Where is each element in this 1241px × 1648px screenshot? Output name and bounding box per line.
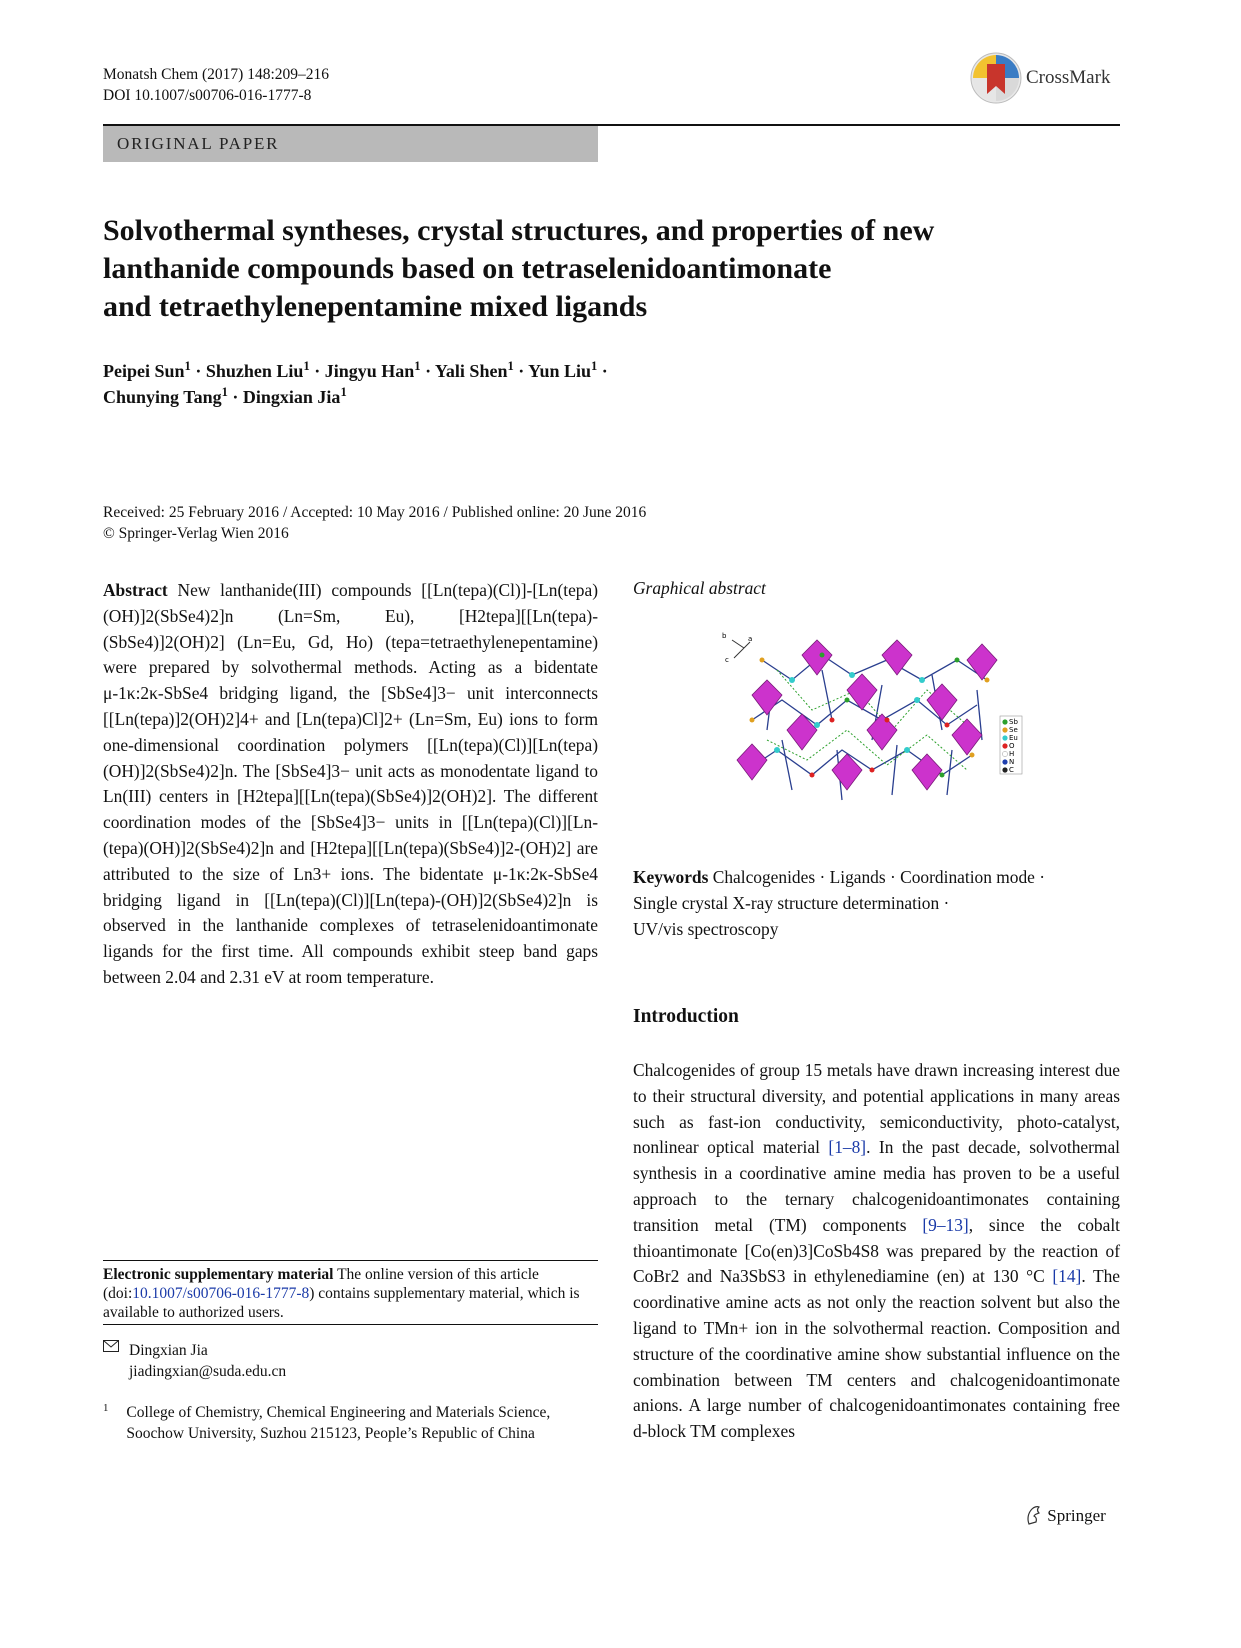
- separator: ·: [195, 361, 202, 381]
- keyword: UV/vis spectroscopy: [633, 918, 779, 939]
- sbse4-polyhedra: [737, 640, 997, 790]
- legend-label: Sb: [1009, 718, 1018, 726]
- graphical-abstract-label: Graphical abstract: [633, 578, 766, 598]
- citation-link[interactable]: [14]: [1052, 1266, 1082, 1287]
- supplementary-note: [103, 1265, 598, 1322]
- separator: ·: [232, 387, 239, 407]
- accepted-date: Accepted: 10 May 2016: [290, 504, 440, 521]
- author: Dingxian Jia: [242, 387, 341, 407]
- introduction-heading: Introduction: [633, 1006, 739, 1027]
- crossmark-icon: [970, 52, 1022, 104]
- legend-label: O: [1009, 742, 1015, 750]
- keyword: Single crystal X-ray structure determination: [633, 892, 940, 913]
- separator: ·: [314, 361, 321, 381]
- axis-c: c: [725, 656, 729, 664]
- affiliation-mark: 1: [103, 1402, 109, 1414]
- author: Jingyu Han: [324, 361, 415, 381]
- footnote-rule: [103, 1260, 598, 1261]
- affiliation-text: College of Chemistry, Chemical Engineering and Materials Science, Soochow University, Suzhou 215123, People’s Republic of China: [126, 1404, 551, 1442]
- abstract: [103, 578, 598, 991]
- contact-email[interactable]: jiadingxian@suda.edu.cn: [129, 1363, 287, 1380]
- keyword: Ligands: [829, 867, 886, 887]
- graphical-abstract-image: [722, 630, 1032, 815]
- esm-text: ) contains supplementary material, which is available to authorized users.: [103, 1285, 580, 1321]
- affil-mark: 1: [340, 385, 347, 399]
- separator: ·: [425, 361, 432, 381]
- element-legend: [1000, 716, 1022, 774]
- envelope-icon: [103, 1340, 119, 1352]
- title-line: and tetraethylenepentamine mixed ligands: [103, 290, 648, 323]
- citation-link[interactable]: [9–13]: [922, 1214, 969, 1235]
- doi: DOI 10.1007/s00706-016-1777-8: [103, 87, 312, 104]
- article-type-label: ORIGINAL PAPER: [117, 134, 280, 153]
- axis-a: a: [748, 635, 753, 643]
- affil-mark: 1: [507, 359, 514, 373]
- publisher-logo: [1025, 1505, 1106, 1526]
- separator: ·: [601, 361, 608, 381]
- citation-link[interactable]: [1–8]: [828, 1137, 867, 1158]
- author: Shuzhen Liu: [205, 361, 304, 381]
- esm-text: The online version of this article (doi:: [103, 1266, 539, 1302]
- published-date: Published online: 20 June 2016: [451, 504, 647, 521]
- publisher-name: Springer: [1047, 1506, 1106, 1525]
- abstract-body: New lanthanide(III) compounds [[Ln(tepa)(Cl)]-[Ln(tepa)(OH)]2(SbSe4)2]n (Ln=Sm, Eu), [H2tepa][[Ln(tepa)-(SbSe4)]2(OH)2] (Ln=Eu, Gd, Ho) (tepa=tetraethylenepentamine) were prepared by solvothermal methods. Acting as a bidentate μ-1κ:2κ-SbSe4 bridging ligand, the [SbSe4]3− unit interconnects [[Ln(tepa)]2(OH)2]4+ and [Ln(tepa)Cl]2+ (Ln=Sm, Eu) ions to form one-dimensional coordination polymers [[Ln(tepa)(Cl)][Ln(tepa)(OH)]2(SbSe4)2]n. The [SbSe4]3− unit acts as monodentate ligand to Ln(III) centers in [H2tepa][[Ln(tepa)(SbSe4)]2(OH)2]. The different coordination modes of the [SbSe4]3− units in [[Ln(tepa)(Cl)][Ln-(tepa)(OH)]2(SbSe4)2]n and [H2tepa][[Ln(tepa)(SbSe4)]2-(OH)2] are attributed to the size of Ln3+ ions. The bidentate μ-1κ:2κ-SbSe4 bridging ligand in [[Ln(tepa)(Cl)][Ln(tepa)-(OH)]2(SbSe4)2]n is observed in the lanthanide complexes of tetraselenidoantimonate ligands for the first time. All compounds exhibit steep band gaps between 2.04 and 2.31 eV at room temperature.: [103, 580, 598, 987]
- abstract-heading: Abstract: [103, 580, 168, 600]
- legend-label: Eu: [1009, 734, 1018, 742]
- received-date: Received: 25 February 2016: [103, 504, 280, 521]
- affiliation: [103, 1402, 598, 1444]
- footnote-rule: [103, 1324, 598, 1325]
- affil-mark: 1: [221, 385, 228, 399]
- legend-label: N: [1009, 758, 1015, 766]
- article-type-badge: [103, 126, 598, 162]
- affil-mark: 1: [303, 359, 310, 373]
- author-list: [103, 358, 1003, 410]
- esm-heading: Electronic supplementary material: [103, 1266, 334, 1283]
- intro-text: . In the past decade, solvothermal synthesis in a coordinative amine media has proven to be a useful approach to the ternary chalcogenidoantimonates containing transition metal (TM) components: [633, 1137, 1120, 1235]
- separator: ·: [518, 361, 525, 381]
- legend-label: C: [1009, 766, 1014, 774]
- affil-mark: 1: [591, 359, 598, 373]
- author: Peipei Sun: [103, 361, 185, 381]
- axis-b: b: [722, 632, 727, 640]
- article-title: [103, 212, 1063, 326]
- legend-label: H: [1009, 750, 1015, 758]
- legend-label: Se: [1009, 726, 1018, 734]
- journal-header: [103, 64, 329, 106]
- axes-indicator: [722, 632, 752, 664]
- intro-text: . The coordinative amine acts as not only the reaction solvent but also the ligand to TMn+ ion in the solvothermal reaction. Composition and structure of the coordinative amine show substantial influence on the combination between TM centers and chalcogenidoantimonate anions. A large number of chalcogenidoantimonates containing free d-block TM complexes: [633, 1266, 1120, 1442]
- title-line: lanthanide compounds based on tetraselenidoantimonate: [103, 252, 832, 285]
- author: Yun Liu: [528, 361, 591, 381]
- doi-link[interactable]: 10.1007/s00706-016-1777-8: [132, 1285, 310, 1302]
- journal-citation: Monatsh Chem (2017) 148:209–216: [103, 66, 330, 83]
- introduction-body: [633, 1058, 1120, 1445]
- title-line: Solvothermal syntheses, crystal structures, and properties of new: [103, 214, 935, 247]
- keywords: Keywords Chalcogenides · Ligands · Coordination mode · Single crystal X-ray structure determination · UV/vis spectroscopy: [633, 867, 1046, 939]
- publication-dates: Received: 25 February 2016 / Accepted: 10 May 2016 / Published online: 20 June 2016 © Springer-Verlag Wien 2016: [103, 502, 863, 544]
- affil-mark: 1: [184, 359, 191, 373]
- intro-text: , since the cobalt thioantimonate [Co(en)3]CoSb4S8 was prepared by the reaction of CoBr2 and Na3SbS3 in ethylenediamine (en) at 130 °C: [633, 1214, 1120, 1287]
- keyword: Chalcogenides: [712, 867, 816, 887]
- crossmark-badge[interactable]: [970, 52, 1120, 106]
- copyright: © Springer-Verlag Wien 2016: [103, 525, 289, 542]
- author: Chunying Tang: [103, 387, 222, 407]
- springer-horse-icon: [1025, 1505, 1043, 1525]
- affil-mark: 1: [414, 359, 421, 373]
- author: Yali Shen: [434, 361, 508, 381]
- corresponding-author: [103, 1340, 598, 1382]
- intro-text: Chalcogenides of group 15 metals have drawn increasing interest due to their structural diversity, and potential applications in many areas such as fast-ion conductivity, semiconductivity, photo-catalyst, nonlinear optical material: [633, 1060, 1120, 1158]
- keyword: Coordination mode: [900, 867, 1035, 887]
- crossmark-label: CrossMark: [1026, 67, 1111, 88]
- contact-name: Dingxian Jia: [129, 1342, 208, 1359]
- keywords-heading: Keywords: [633, 867, 709, 887]
